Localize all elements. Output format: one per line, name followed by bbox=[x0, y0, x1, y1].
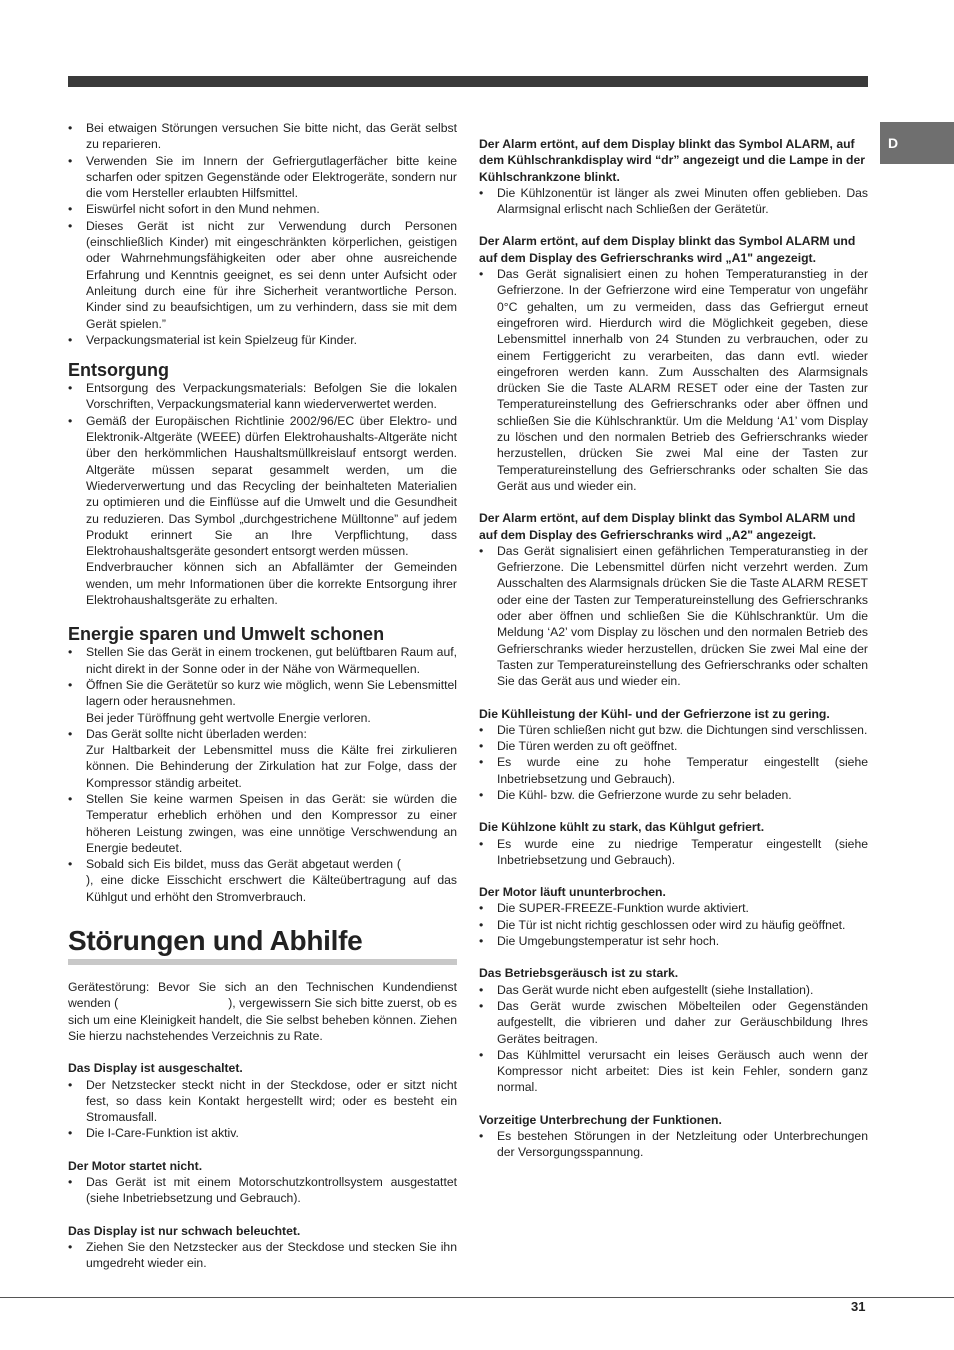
alarm-a1-list bbox=[479, 266, 868, 494]
list-item: • Das Gerät ist mit einem Motorschutzkontrollsystem ausgestattet (siehe Inbetriebsetzung und Gebrauch). bbox=[68, 1174, 457, 1207]
bottom-rule bbox=[0, 1297, 954, 1298]
list-item-continuation: Bei jeder Türöffnung geht wertvolle Energie verloren. bbox=[86, 710, 371, 725]
motor-start-title: Der Motor startet nicht. bbox=[68, 1158, 203, 1173]
energie-list bbox=[68, 644, 457, 905]
list-item: • Verwenden Sie im Innern der Gefriergutlagerfächer bitte keine scharfen oder spitzen Gegenstände oder Elektrogeräte, sondern nur die vom Hersteller erlaubten Hilfsmittel. bbox=[68, 153, 457, 202]
list-item: • Ziehen Sie den Netzstecker aus der Steckdose und stecken Sie ihn umgedreht wieder ein. bbox=[68, 1239, 457, 1272]
alarm-dr-list bbox=[479, 185, 868, 218]
list-item-text: Das Gerät sollte nicht überladen werden: bbox=[86, 726, 307, 741]
list-item: • Dieses Gerät ist nicht zur Verwendung durch Personen (einschließlich Kinder) mit eingeschränkten körperlichen, geistigen oder Wahrnehmungsfähigkeiten oder aber ohne ausreichende Erfahrung und Kenntnis geeignet, es sei denn unter Aufsicht oder Anleitung durch eine für ihre Sicherheit verantwortliche Person. Kinder sind zu beaufsichtigen, um zu verhindern, dass sie mit dem Gerät spielen.” bbox=[68, 218, 457, 332]
stoerungen-intro bbox=[68, 979, 457, 1044]
motor-run-title: Der Motor läuft ununterbrochen. bbox=[479, 885, 666, 900]
list-item-continuation: Zur Haltbarkeit der Lebensmittel muss die Kälte frei zirkulieren können. Die Behinderung der Zirkulation hat zur Folge, dass der Kompressor ständig arbeitet. bbox=[86, 743, 457, 790]
list-item: • Eiswürfel nicht sofort in den Mund nehmen. bbox=[68, 201, 457, 217]
display-off-title: Das Display ist ausgeschaltet. bbox=[68, 1061, 243, 1076]
interrupt-list bbox=[479, 1128, 868, 1161]
list-item-text: Sobald sich Eis bildet, muss das Gerät abgetaut werden ( bbox=[86, 857, 401, 872]
energie-heading: Energie sparen und Umwelt schonen bbox=[68, 624, 385, 645]
intro-text-cont: ), vergewissern Sie sich bitte zuerst, ob es sich um eine Kleinigkeit handelt, die Sie selbst beheben können. Ziehen Sie hierzu nachstehendes Verzeichnis zu Rate. bbox=[68, 996, 457, 1043]
list-item: • Es wurde eine zu niedrige Temperatur eingestellt (siehe Inbetriebsetzung und Gebrauch). bbox=[479, 836, 868, 869]
list-item: • Entsorgung des Verpackungsmaterials: Befolgen Sie die lokalen Vorschriften, Verpackungsmaterial kann wiederverwertet werden. bbox=[68, 380, 457, 413]
motor-run-list bbox=[479, 900, 868, 949]
alarm-a2-title: Der Alarm ertönt, auf dem Display blinkt das Symbol ALARM und auf dem Display des Gefrierschranks wird „A2" angezeigt. bbox=[479, 511, 856, 542]
list-item: • Gemäß der Europäischen Richtlinie 2002/96/EC über Elektro- und Elektronik-Altgeräte (WEEE) dürfen Elektrohaushalts-Altgeräte nicht über den herkömmlichen Haushaltsmüllkreislauf entsorgt werden. Altgeräte müssen separat gesammelt werden, um die Wiederverwertung und das Recycling der beinhalteten Materialien zu optimieren und die Einflüsse auf die Umwelt und die Gesundheit zu reduzieren. Das Symbol „durchgestrichene Mülltonne” auf jedem Produkt erinnert Sie an Ihre Verpflichtung, dass Elektrohaushaltsgeräte gesondert entsorgt werden müssen. bbox=[68, 413, 457, 560]
list-item-text-cont: ), eine dicke Eisschicht erschwert die Kälteübertragung auf das Kühlgut und erhöht den Stromverbrauch. bbox=[86, 873, 457, 904]
list-item: • Bei etwaigen Störungen versuchen Sie bitte nicht, das Gerät selbst zu reparieren. bbox=[68, 120, 457, 153]
page-number: 31 bbox=[851, 1299, 866, 1314]
list-item: • Die Türen schließen nicht gut bzw. die Dichtungen sind verschlissen. bbox=[479, 722, 868, 738]
cooling-list bbox=[479, 722, 868, 803]
too-cold-list bbox=[479, 836, 868, 869]
list-item: • Das Gerät wurde nicht eben aufgestellt (siehe Installation). bbox=[479, 982, 868, 998]
safety-list bbox=[68, 120, 457, 348]
list-item: • Verpackungsmaterial ist kein Spielzeug für Kinder. bbox=[68, 332, 457, 348]
right-column bbox=[479, 136, 868, 1161]
list-item: • Das Gerät wurde zwischen Möbelteilen oder Gegenständen aufgestellt, die vibrieren und daher zur Geräuschbildung Ihres Gerätes beitragen. bbox=[479, 998, 868, 1047]
list-item: • Das Gerät signalisiert einen zu hohen Temperaturanstieg in der Gefrierzone. In der Gefrierzone wird eine Temperatur von ungefähr 0°C gehalten, um zu vermeiden, dass das Gefriergut erneut eingefroren wird. Hierdurch wird die Möglichkeit gegeben, diese Lebensmittel innerhalb von 24 Stunden zu verbrauchen, oder zu einem Fertiggericht zu verarbeiten, das dann evtl. wieder eingefroren werden kann. Zum Ausschalten des Alarmsignals drücken Sie die Taste ALARM RESET oder eine der Tasten zur Temperatureinstellung des Gefrierschranks oder aber öffnen und schließen Sie die Kühlschranktür. Um die Meldung ‘A1’ vom Display zu löschen und den normalen Betrieb des Gefrierschranks wieder herzustellen, drücken Sie zwei Mal eine der Tasten zur Temperatureinstellung des Gefrierschranks oder schalten Sie das Gerät aus und wieder ein. bbox=[479, 266, 868, 494]
interrupt-title: Vorzeitige Unterbrechung der Funktionen. bbox=[479, 1112, 722, 1127]
cooling-title: Die Kühlleistung der Kühl- und der Gefrierzone ist zu gering. bbox=[479, 706, 830, 721]
list-item: • Die Kühlzonentür ist länger als zwei Minuten offen geblieben. Das Alarmsignal erlischt nach Schließen der Gerätetür. bbox=[479, 185, 868, 218]
entsorgung-heading: Entsorgung bbox=[68, 360, 169, 381]
list-item bbox=[68, 677, 457, 726]
too-cold-title: Die Kühlzone kühlt zu stark, das Kühlgut gefriert. bbox=[479, 820, 765, 835]
noise-title: Das Betriebsgeräusch ist zu stark. bbox=[479, 966, 679, 981]
list-item: • Der Netzstecker steckt nicht in der Steckdose, oder er sitzt nicht fest, so dass kein Kontakt hergestellt wird; oder es besteht ein Stromausfall. bbox=[68, 1077, 457, 1126]
list-item: • Das Gerät signalisiert einen gefährlichen Temperaturanstieg in der Gefrierzone. Die Lebensmittel dürfen nicht verzehrt werden. Zum Ausschalten des Alarmsignals drücken Sie die Taste ALARM RESET oder eine der Tasten zur Temperatureinstellung des Gefrierschranks oder aber öffnen und schließen Sie die Kühlschranktür. Um die Meldung ‘A2’ vom Display zu löschen und den normalen Betrieb des Gefrierschranks wieder herzustellen, drücken Sie zwei Mal eine der Tasten zur Temperatureinstellung des Gefrierschranks oder schalten Sie das Gerät aus und wieder ein. bbox=[479, 543, 868, 690]
intro-text: Gerätestörung: Bevor Sie sich an den Technischen Kundendienst wenden ( bbox=[68, 980, 457, 1011]
list-item: • Die Umgebungstemperatur ist sehr hoch. bbox=[479, 933, 868, 949]
list-item: • Die SUPER-FREEZE-Funktion wurde aktiviert. bbox=[479, 900, 868, 916]
list-item-text: Öffnen Sie die Gerätetür so kurz wie möglich, wenn Sie Lebensmittel lagern oder herausnehmen. bbox=[86, 677, 458, 709]
entsorgung-continuation: Endverbraucher können sich an Abfallämter der Gemeinden wenden, um mehr Informationen über die korrekte Entsorgung ihrer Elektrohaushaltsgeräte zu erhalten. bbox=[86, 560, 457, 608]
list-item: • Stellen Sie das Gerät in einem trockenen, gut belüftbaren Raum auf, nicht direkt in der Sonne oder in der Nähe von Wärmequellen. bbox=[68, 644, 457, 677]
language-tab bbox=[880, 122, 954, 164]
stoerungen-heading: Störungen und Abhilfe bbox=[68, 925, 363, 957]
alarm-a2-list bbox=[479, 543, 868, 690]
list-item: • Die Kühl- bzw. die Gefrierzone wurde zu sehr beladen. bbox=[479, 787, 868, 803]
alarm-a1-title: Der Alarm ertönt, auf dem Display blinkt das Symbol ALARM und auf dem Display des Gefrierschranks wird „A1" angezeigt. bbox=[479, 234, 856, 265]
list-item: • Das Kühlmittel verursacht ein leises Geräusch auch wenn der Kompressor nicht arbeitet: Dies ist kein Fehler, sondern ganz normal. bbox=[479, 1047, 868, 1096]
motor-start-list bbox=[68, 1174, 457, 1207]
weak-display-list bbox=[68, 1239, 457, 1272]
list-item: • Stellen Sie keine warmen Speisen in das Gerät: sie würden die Temperatur erheblich erhöhen und den Kompressor zu einer höheren Leistung zwingen, was eine unnötige Verschwendung an Energie bedeutet. bbox=[68, 791, 457, 856]
list-item bbox=[68, 856, 457, 905]
top-rule bbox=[68, 76, 868, 87]
list-item: • Es wurde eine zu hohe Temperatur eingestellt (siehe Inbetriebsetzung und Gebrauch). bbox=[479, 754, 868, 787]
entsorgung-list bbox=[68, 380, 457, 559]
list-item: • Die Tür ist nicht richtig geschlossen oder wird zu häufig geöffnet. bbox=[479, 917, 868, 933]
list-item: • Es bestehen Störungen in der Netzleitung oder Unterbrechungen der Versorgungsspannung. bbox=[479, 1128, 868, 1161]
left-column bbox=[68, 120, 457, 1272]
language-tab-label: D bbox=[888, 135, 899, 151]
noise-list bbox=[479, 982, 868, 1096]
list-item: • Die Türen werden zu oft geöffnet. bbox=[479, 738, 868, 754]
display-off-list bbox=[68, 1077, 457, 1142]
alarm-dr-title: Der Alarm ertönt, auf dem Display blinkt das Symbol ALARM, auf dem Kühlschrankdisplay wird “dr” angezeigt und die Lampe in der Kühlschrankzone blinkt. bbox=[479, 137, 866, 184]
weak-display-title: Das Display ist nur schwach beleuchtet. bbox=[68, 1223, 301, 1238]
list-item bbox=[68, 726, 457, 791]
list-item: • Die I-Care-Funktion ist aktiv. bbox=[68, 1125, 457, 1141]
